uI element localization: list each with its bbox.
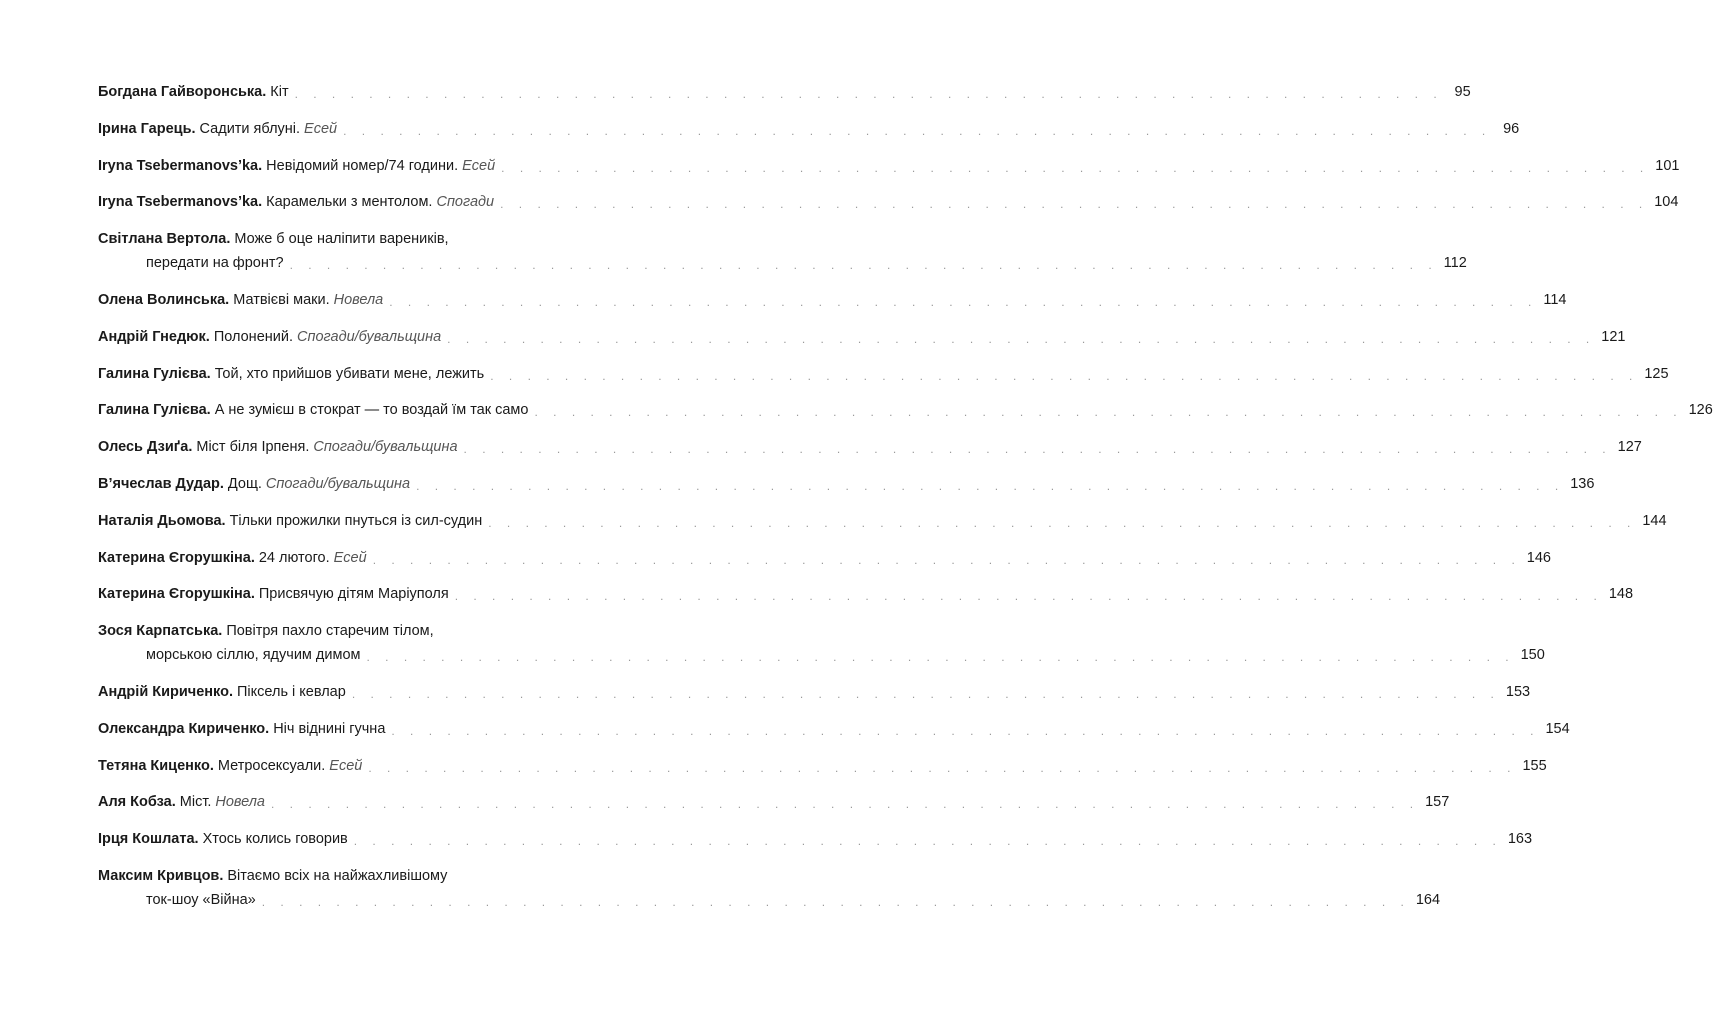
toc-genre: Есей <box>333 549 367 566</box>
toc-entry-line <box>98 509 1667 533</box>
toc-entry-line <box>98 643 1545 667</box>
toc-entry-line <box>98 619 586 643</box>
toc-author: Галина Гулієва. <box>98 365 211 382</box>
toc-title: Полонений. <box>213 328 293 345</box>
toc-leader-dots: . . . . . . . . . . . . . . . . . . . . . . . . . . . . . . . . . . . . . . . . . . . . . . . . . . . . . . . . . . . . . . <box>416 478 1565 493</box>
toc-entry <box>98 190 1679 227</box>
toc-entry <box>98 227 1467 288</box>
toc-page-number: 125 <box>1644 365 1669 382</box>
toc-leader-dots: . . . . . . . . . . . . . . . . . . . . . . . . . . . . . . . . . . . . . . . . . . . . . . . . . . . . . . . . . . . . . . <box>353 834 1502 849</box>
toc-leader-dots: . . . . . . . . . . . . . . . . . . . . . . . . . . . . . . . . . . . . . . . . . . . . . . . . . . . . . . . . . . . . . . <box>271 797 1420 812</box>
toc-entry-line <box>98 864 586 888</box>
toc-genre: Спогади/бувальщина <box>297 328 442 345</box>
toc-author: Зося Карпатська. <box>98 623 223 640</box>
toc-title: Карамельки з ментолом. <box>266 194 433 211</box>
toc-title: Невідомий номер/74 години. <box>266 157 459 174</box>
toc-page-number: 101 <box>1655 157 1680 174</box>
toc-title: Садити яблуні. <box>199 120 301 137</box>
toc-genre: Спогади <box>436 194 495 211</box>
toc-leader-dots: . . . . . . . . . . . . . . . . . . . . . . . . . . . . . . . . . . . . . . . . . . . . . . . . . . . . . . . . . . . . . . <box>343 123 1492 138</box>
toc-title: Той, хто прийшов убивати мене, лежить <box>214 365 485 382</box>
toc-author: Андрій Гнедюк. <box>98 328 210 345</box>
toc-genre: Есей <box>304 120 338 137</box>
toc-page-number: 163 <box>1507 831 1533 848</box>
toc-page-number: 136 <box>1570 475 1595 492</box>
toc-entry-line <box>98 546 1551 570</box>
toc-author: Катерина Єгорушкіна. <box>98 549 255 566</box>
toc-entry <box>98 435 1642 472</box>
toc-entry <box>98 117 1520 154</box>
toc-genre: Спогади/бувальщина <box>265 475 411 492</box>
toc-entry <box>98 288 1567 325</box>
toc-leader-dots: . . . . . . . . . . . . . . . . . . . . . . . . . . . . . . . . . . . . . . . . . . . . . . . . . . . . . . . . . . . . . . <box>501 160 1650 175</box>
toc-leader-dots: . . . . . . . . . . . . . . . . . . . . . . . . . . . . . . . . . . . . . . . . . . . . . . . . . . . . . . . . . . . . . . <box>294 87 1443 101</box>
toc-leader-dots: . . . . . . . . . . . . . . . . . . . . . . . . . . . . . . . . . . . . . . . . . . . . . . . . . . . . . . . . . . . . . . <box>454 589 1603 604</box>
toc-author: Iryna Tsebermanovs’ka. <box>98 194 263 211</box>
toc-entry <box>98 509 1667 546</box>
toc-page-number: 148 <box>1608 586 1634 603</box>
toc-author: Максим Кривцов. <box>98 867 224 884</box>
toc-entry-line <box>98 680 1531 704</box>
toc-entry-line <box>98 325 1626 349</box>
toc-title: Може б оце наліпити вареників, <box>234 231 449 248</box>
toc-title: Присвячую дітям Маріуполя <box>258 586 449 603</box>
toc-entry <box>98 80 1471 117</box>
toc-entry <box>98 472 1595 509</box>
toc-author: Світлана Вертола. <box>98 231 231 248</box>
toc-genre: Спогади/бувальщина <box>313 439 458 456</box>
toc-page-number: 104 <box>1654 194 1679 211</box>
toc-leader-dots: . . . . . . . . . . . . . . . . . . . . . . . . . . . . . . . . . . . . . . . . . . . . . . . . . . . . . . . . . . . . . . <box>447 331 1596 346</box>
toc-page-number: 155 <box>1522 757 1547 774</box>
toc-author: Олесь Дзиґа. <box>98 439 193 456</box>
toc-entry-line <box>98 80 1471 104</box>
toc-title: Дощ. <box>227 475 262 492</box>
toc-title: Метросексуали. <box>217 757 326 774</box>
toc-page-number: 121 <box>1601 328 1626 345</box>
toc-title: Вітаємо всіх на найжахливішому <box>227 867 448 884</box>
toc-page-number: 146 <box>1526 549 1551 566</box>
toc-leader-dots: . . . . . . . . . . . . . . . . . . . . . . . . . . . . . . . . . . . . . . . . . . . . . . . . . . . . . . . . . . . . . . <box>490 368 1639 383</box>
toc-page-number: 154 <box>1545 720 1570 737</box>
toc-title: 24 лютого. <box>258 549 330 566</box>
toc-page-number: 157 <box>1425 794 1450 811</box>
toc-entry-line <box>98 398 1713 422</box>
toc-title: Міст біля Ірпеня. <box>196 439 310 456</box>
toc-page-number: 164 <box>1415 891 1441 908</box>
toc-leader-dots: . . . . . . . . . . . . . . . . . . . . . . . . . . . . . . . . . . . . . . . . . . . . . . . . . . . . . . . . . . . . . . <box>372 552 1521 567</box>
toc-entry-line <box>98 227 586 251</box>
toc-genre: Есей <box>329 757 363 774</box>
toc-genre: Есей <box>462 157 496 174</box>
toc-page-number: 95 <box>1454 84 1471 100</box>
toc-title-continued: ток-шоу «Війна» <box>146 891 256 908</box>
toc-genre: Новела <box>333 291 384 308</box>
toc-title-continued: морською сіллю, ядучим димом <box>146 647 361 664</box>
toc-title: Хтось колись говорив <box>202 831 348 848</box>
toc-leader-dots: . . . . . . . . . . . . . . . . . . . . . . . . . . . . . . . . . . . . . . . . . . . . . . . . . . . . . . . . . . . . . . <box>391 723 1540 738</box>
toc-title: Міст. <box>179 794 212 811</box>
toc-author: Катерина Єгорушкіна. <box>98 586 255 603</box>
toc-entry <box>98 864 1441 925</box>
toc-leader-dots: . . . . . . . . . . . . . . . . . . . . . . . . . . . . . . . . . . . . . . . . . . . . . . . . . . . . . . . . . . . . . . <box>261 894 1410 909</box>
toc-page-number: 114 <box>1543 291 1567 308</box>
toc-entry <box>98 754 1547 791</box>
toc-author: Андрій Кириченко. <box>98 683 233 700</box>
toc-author: В’ячеслав Дудар. <box>98 475 224 492</box>
toc-author: Ірина Гарець. <box>98 120 196 137</box>
toc-entry <box>98 398 1713 435</box>
toc-entry <box>98 154 1680 191</box>
toc-entry <box>98 546 1551 583</box>
toc-leader-dots: . . . . . . . . . . . . . . . . . . . . . . . . . . . . . . . . . . . . . . . . . . . . . . . . . . . . . . . . . . . . . . <box>366 650 1515 665</box>
toc-author: Олександра Кириченко. <box>98 720 270 737</box>
toc-entry <box>98 619 1545 680</box>
toc-author: Галина Гулієва. <box>98 402 211 419</box>
toc-leader-dots: . . . . . . . . . . . . . . . . . . . . . . . . . . . . . . . . . . . . . . . . . . . . . . . . . . . . . . . . . . . . . . <box>534 405 1683 420</box>
toc-genre: Новела <box>215 794 266 811</box>
toc-title: А не зумієш в стократ — то воздай їм так само <box>214 402 529 419</box>
toc-entry <box>98 790 1450 827</box>
toc-leader-dots: . . . . . . . . . . . . . . . . . . . . . . . . . . . . . . . . . . . . . . . . . . . . . . . . . . . . . . . . . . . . . . <box>351 686 1500 701</box>
toc-author: Аля Кобза. <box>98 794 176 811</box>
toc-page-number: 112 <box>1443 255 1467 272</box>
toc-page-number: 153 <box>1505 683 1531 700</box>
toc-entry-line <box>98 190 1679 214</box>
toc-entry <box>98 362 1669 399</box>
toc-entry-line <box>98 582 1634 606</box>
toc-entry <box>98 680 1531 717</box>
table-of-contents <box>98 80 1713 925</box>
toc-entry-line <box>98 717 1570 741</box>
toc-entry <box>98 582 1634 619</box>
toc-entry-line <box>98 472 1595 496</box>
toc-entry-line <box>98 435 1642 459</box>
toc-entry <box>98 717 1570 754</box>
toc-entry-line <box>98 888 1441 912</box>
toc-entry-line <box>98 117 1520 141</box>
toc-page-number: 96 <box>1503 120 1520 137</box>
toc-entry <box>98 827 1533 864</box>
toc-leader-dots: . . . . . . . . . . . . . . . . . . . . . . . . . . . . . . . . . . . . . . . . . . . . . . . . . . . . . . . . . . . . . . <box>368 760 1517 775</box>
toc-leader-dots: . . . . . . . . . . . . . . . . . . . . . . . . . . . . . . . . . . . . . . . . . . . . . . . . . . . . . . . . . . . . . . <box>289 258 1438 273</box>
toc-entry-line <box>98 754 1547 778</box>
toc-leader-dots: . . . . . . . . . . . . . . . . . . . . . . . . . . . . . . . . . . . . . . . . . . . . . . . . . . . . . . . . . . . . . . <box>389 294 1538 309</box>
toc-author: Наталія Дьомова. <box>98 512 226 529</box>
toc-entry-line <box>98 251 1467 275</box>
toc-page-number: 150 <box>1520 647 1545 664</box>
toc-entry-line <box>98 288 1567 312</box>
toc-author: Ірця Кошлата. <box>98 831 199 848</box>
toc-page-number: 127 <box>1617 439 1642 456</box>
toc-author: Iryna Tsebermanovs’ka. <box>98 157 263 174</box>
toc-title: Піксель і кевлар <box>237 683 346 700</box>
toc-author: Олена Волинська. <box>98 291 230 308</box>
toc-entry-line <box>98 790 1450 814</box>
toc-author: Тетяна Киценко. <box>98 757 214 774</box>
toc-title: Тільки прожилки пнуться із сил-судин <box>229 512 483 529</box>
toc-entry-line <box>98 154 1680 178</box>
toc-title: Кіт <box>270 84 289 100</box>
toc-leader-dots: . . . . . . . . . . . . . . . . . . . . . . . . . . . . . . . . . . . . . . . . . . . . . . . . . . . . . . . . . . . . . . <box>463 442 1612 457</box>
toc-leader-dots: . . . . . . . . . . . . . . . . . . . . . . . . . . . . . . . . . . . . . . . . . . . . . . . . . . . . . . . . . . . . . . <box>500 197 1649 212</box>
toc-title: Ніч віднині гучна <box>273 720 386 737</box>
toc-title-continued: передати на фронт? <box>146 255 284 272</box>
toc-leader-dots: . . . . . . . . . . . . . . . . . . . . . . . . . . . . . . . . . . . . . . . . . . . . . . . . . . . . . . . . . . . . . . <box>488 515 1637 530</box>
toc-entry-line <box>98 827 1533 851</box>
toc-title: Матвієві маки. <box>233 291 330 308</box>
toc-page-number: 144 <box>1642 512 1667 529</box>
toc-author: Богдана Гайворонська. <box>98 84 267 100</box>
toc-entry <box>98 325 1626 362</box>
toc-page-number: 126 <box>1688 402 1713 419</box>
toc-title: Повітря пахло старечим тілом, <box>226 623 434 640</box>
toc-entry-line <box>98 362 1669 386</box>
